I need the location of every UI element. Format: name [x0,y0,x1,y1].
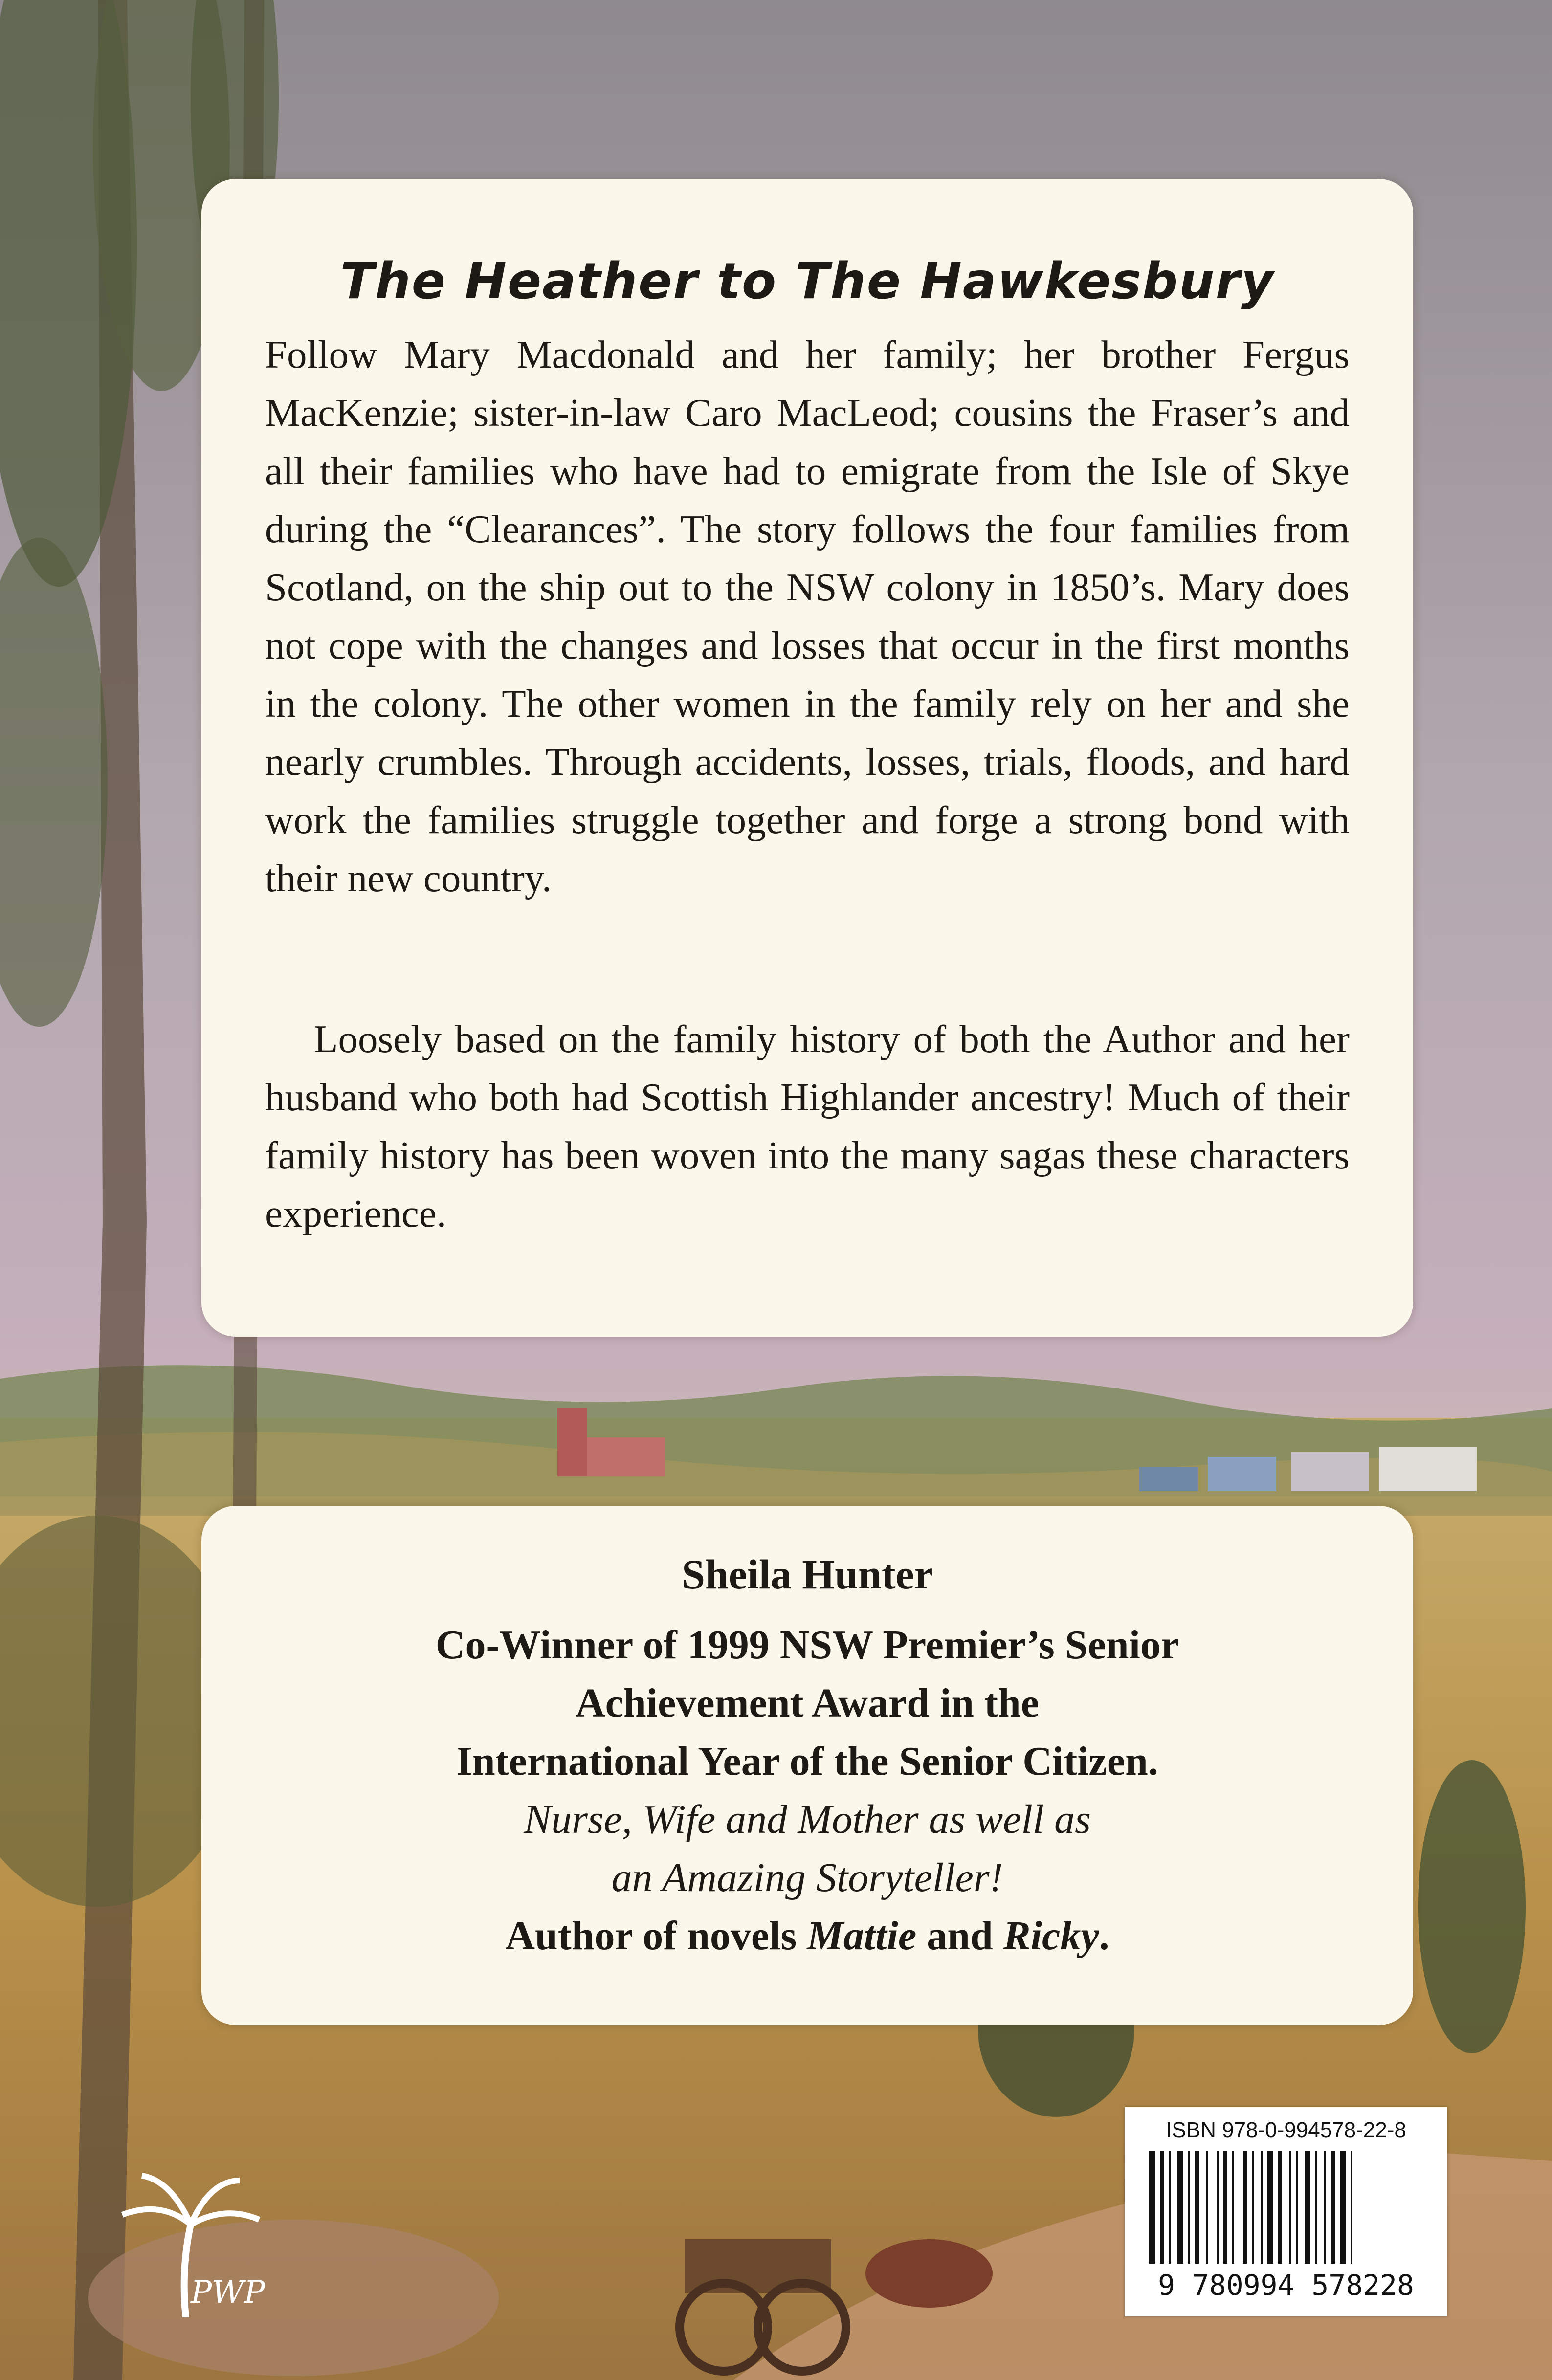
publisher-logo-text: PWP [191,2274,265,2311]
barcode-bar [1177,2151,1183,2264]
barcode-bar [1324,2151,1326,2264]
blurb-paragraph-2: Loosely based on the family history of both the Author and her husband who both had Scottish Highlander ancestry! Much of their family history has been woven into the many sagas these characters experience. [265,1017,1350,1235]
barcode-bar [1160,2151,1164,2264]
novel-title-mattie: Mattie [807,1913,917,1959]
author-award-line-1: Co-Winner of 1999 NSW Premier’s Senior [435,1622,1179,1668]
palm-tree-icon [112,2171,269,2317]
barcode-bar [1315,2151,1317,2264]
barcode-bar [1195,2151,1199,2264]
barcode-bar [1252,2151,1254,2264]
barcode-bar [1296,2151,1298,2264]
barcode-bar [1188,2151,1190,2264]
barcode-bar [1223,2151,1227,2264]
barcode-digits: 9 780994 578228 [1158,2269,1414,2302]
author-roles-line-2: an Amazing Storyteller! [611,1855,1003,1900]
novels-and: and [916,1913,1003,1959]
novels-suffix: . [1099,1913,1109,1959]
barcode-bar [1305,2151,1310,2264]
barcode-bar [1217,2151,1219,2264]
barcode-bar [1267,2151,1273,2264]
blurb-paragraph-1: Follow Mary Macdonald and her family; her brother Fergus MacKenzie; sister-in-law Caro MacLeod; cousins the Fraser’s and all their families who have had to emigrate from the Isle of Skye during the “Clearances”. The story follows the four families from Scotland, on the ship out to the NSW colony in 1850’s. Mary does not cope with the changes and losses that occur in the first months in the colony. The other women in the family rely on her and she nearly crumbles. Through accidents, losses, trials, floods, and hard work the families struggle together and forge a strong bond with their new country. [265,332,1350,900]
barcode-bar [1289,2151,1291,2264]
barcode-bar [1331,2151,1335,2264]
blurb-panel [201,179,1413,1337]
barcode-bars [1144,2151,1428,2269]
isbn-label: ISBN 978-0-994578-22-8 [1166,2118,1406,2142]
barcode-bar [1278,2151,1282,2264]
barcode-bar [1243,2151,1247,2264]
novel-title-ricky: Ricky [1003,1913,1099,1959]
barcode-bar [1169,2151,1171,2264]
barcode-bar [1206,2151,1208,2264]
author-panel [201,1506,1413,2025]
barcode-bar [1149,2151,1155,2264]
isbn-barcode [1125,2107,1447,2316]
author-bio [231,1616,1384,1965]
author-award-line-3: International Year of the Senior Citizen. [456,1739,1158,1784]
author-award-line-2: Achievement Award in the [576,1680,1039,1726]
barcode-bar [1340,2151,1346,2264]
barcode-bar [1261,2151,1263,2264]
author-roles-line-1: Nurse, Wife and Mother as well as [524,1797,1091,1842]
author-novels-line [231,1907,1384,1965]
book-title: The Heather to The Hawkesbury [340,252,1275,310]
barcode-bar [1232,2151,1234,2264]
author-name: Sheila Hunter [682,1551,933,1598]
novels-prefix: Author of novels [505,1913,807,1959]
barcode-bar [1351,2151,1352,2264]
